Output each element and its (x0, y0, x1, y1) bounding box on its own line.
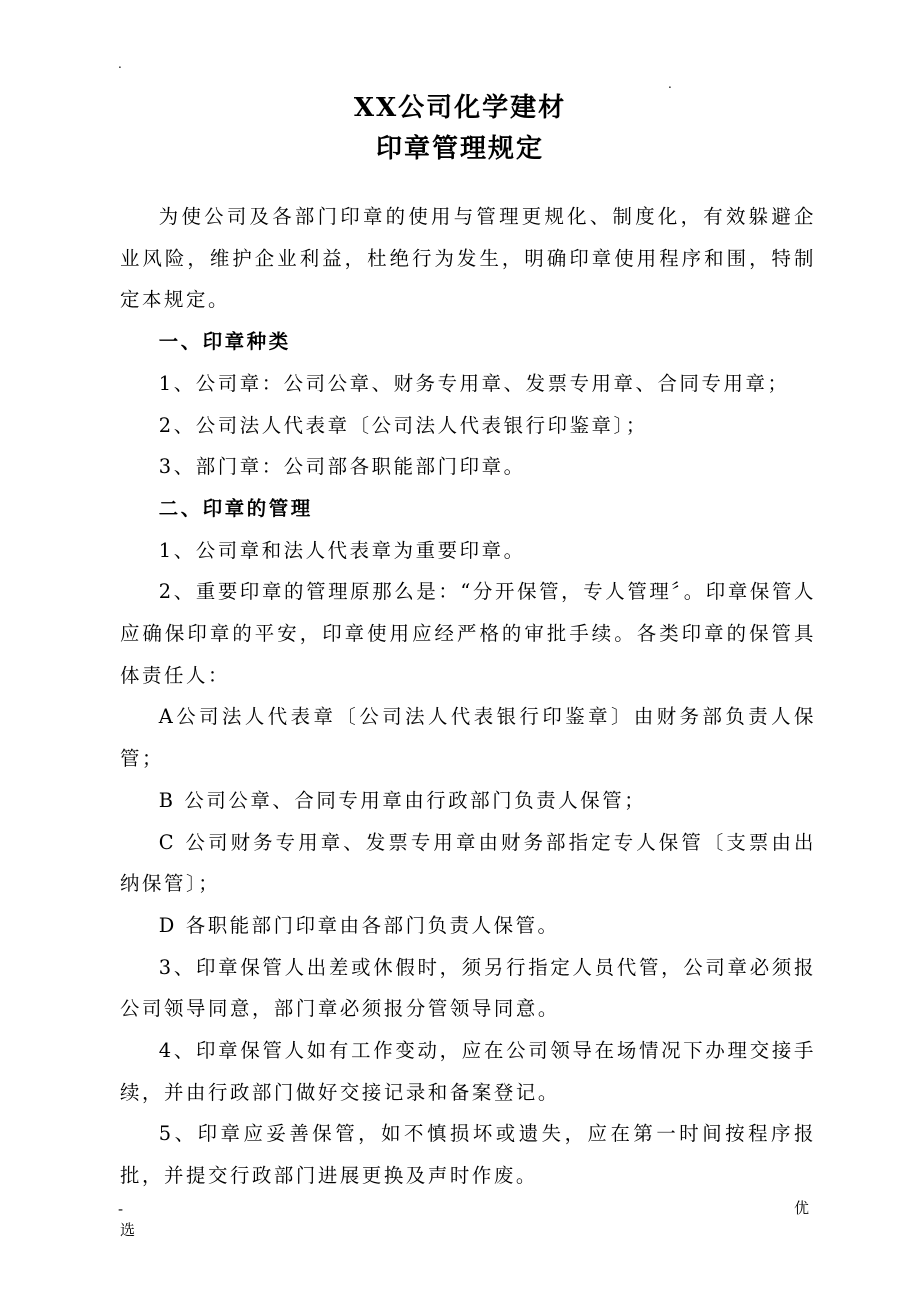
list-item: C 公司财务专用章、发票专用章由财务部指定专人保管〔支票由出纳保管〕； (120, 830, 816, 896)
header-mark-right: . (668, 77, 672, 91)
list-item: A公司法人代表章〔公司法人代表银行印鉴章〕由财务部负责人保管； (120, 705, 816, 771)
section-heading-seal-management: 二、印章的管理 (158, 496, 313, 520)
list-item: 3、部门章：公司部各职能部门印章。 (158, 455, 526, 479)
document-subtitle: 印章管理规定 (375, 134, 544, 164)
list-item: 1、公司章和法人代表章为重要印章。 (158, 538, 526, 562)
document-title: XX公司化学建材 (353, 93, 567, 123)
list-item: 2、重要印章的管理原那么是：“分开保管，专人管理〞。印章保管人应确保印章的平安，印章使用应经严格的审批手续。各类印章的保管具体责任人： (120, 580, 816, 687)
list-item: B 公司公章、合同专用章由行政部门负责人保管； (158, 788, 647, 812)
list-item: 3、印章保管人出差或休假时，须另行指定人员代管，公司章必须报公司领导同意，部门章必须报分管领导同意。 (120, 955, 816, 1021)
list-item: 2、公司法人代表章〔公司法人代表银行印鉴章〕； (158, 413, 648, 437)
footer-left-text: 选 (120, 1221, 136, 1239)
list-item: 4、印章保管人如有工作变动，应在公司领导在场情况下办理交接手续，并由行政部门做好交接记录和备案登记。 (120, 1039, 816, 1104)
footer-right-text: 优 (794, 1199, 810, 1217)
header-mark-left: . (118, 57, 122, 71)
list-item: 1、公司章：公司公章、财务专用章、发票专用章、合同专用章； (158, 371, 790, 395)
document-body (120, 196, 816, 1197)
intro-paragraph: 为使公司及各部门印章的使用与管理更规化、制度化，有效躲避企业风险，维护企业利益，杜绝行为发生，明确印章使用程序和围，特制定本规定。 (120, 205, 816, 312)
list-item: 5、印章应妥善保管，如不慎损坏或遗失，应在第一时间按程序报批，并提交行政部门进展更换及声时作废。 (120, 1122, 816, 1188)
footer-mark: - (118, 1200, 124, 1218)
list-item: D 各职能部门印章由各部门负责人保管。 (158, 913, 560, 937)
section-heading-seal-types: 一、印章种类 (158, 330, 291, 354)
